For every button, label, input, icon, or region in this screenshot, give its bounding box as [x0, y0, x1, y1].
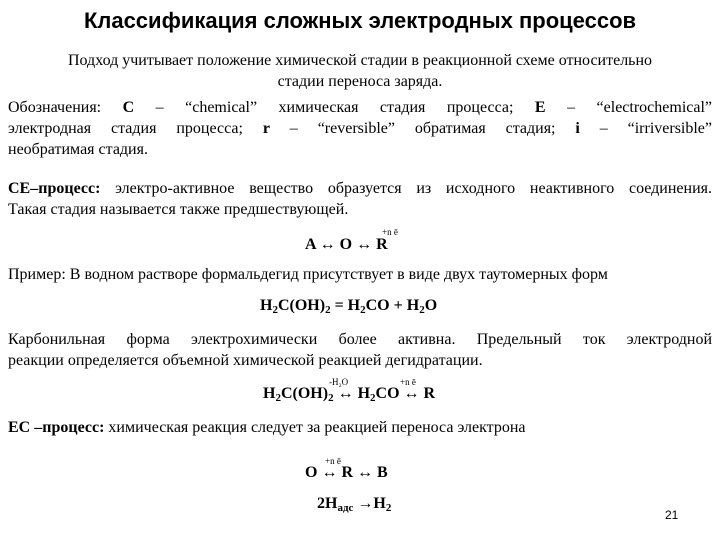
- notation-c-symbol: C: [122, 99, 135, 116]
- notation-line-1: [8, 97, 712, 118]
- equation-hydrogen: [317, 495, 391, 513]
- example-line: Пример: В водном растворе формальдегид присутствует в виде двух таутомерных форм: [8, 266, 608, 283]
- ce-desc: электро-активное вещество образуется из исходного неактивного соединения.: [100, 180, 712, 197]
- intro-line-1: Подход учитывает положение химической стадии в реакционной схеме относительно: [67, 52, 653, 69]
- notation-label: Обозначения:: [8, 99, 102, 116]
- eq2-sub: 2: [360, 304, 366, 316]
- carbonyl-paragraph: [8, 329, 712, 371]
- carbonyl-line-1: Карбонильная форма электрохимически более активна. Предельный ток электродной: [8, 331, 712, 348]
- ce-paragraph: [8, 178, 712, 220]
- notation-e-desc-cont: электродная стадия процесса;: [8, 120, 243, 137]
- eq2-part: C(OH): [277, 297, 326, 314]
- example-paragraph: [8, 264, 712, 285]
- eq5-sub: адс: [337, 502, 354, 514]
- eq2-part: O: [424, 297, 438, 314]
- slide-title: Классификация сложных электродных процессов: [83, 8, 637, 33]
- eq2-sub: 2: [419, 304, 425, 316]
- ce-line-1: [8, 178, 712, 199]
- notation-paragraph: [8, 97, 712, 160]
- eq3-sub: 2: [370, 392, 376, 404]
- equation-dehydration: [263, 385, 435, 403]
- ec-label: EC –процесс:: [8, 419, 105, 436]
- notation-line-3: необратимая стадия.: [8, 141, 148, 158]
- eq3-sub: 2: [328, 392, 334, 404]
- eq3-part: H: [263, 385, 276, 402]
- eq3-part: ↔ H: [333, 385, 371, 402]
- eq2-sub: 2: [325, 304, 331, 316]
- carbonyl-line-2: реакции определяется объемной химической реакцией дегидратации.: [8, 352, 483, 369]
- notation-c-desc: – “chemical” химическая стадия процесса;: [134, 99, 514, 116]
- notation-line-2: [8, 118, 712, 139]
- eq5-part: 2H: [317, 495, 338, 512]
- equation-tautomers: [260, 297, 437, 315]
- eq5-part: →H: [353, 495, 386, 512]
- eq3-part: CO ↔ R: [375, 385, 436, 402]
- notation-i-symbol: i: [575, 120, 580, 137]
- notation-e-symbol: E: [534, 99, 546, 116]
- equation-ec-scheme: O ↔ R ↔ B: [305, 464, 388, 481]
- eq2-part: = H: [330, 297, 361, 314]
- notation-r-desc: – “reversible” обратимая стадия;: [269, 120, 556, 137]
- eq3-over-label-2: +n ē: [400, 377, 416, 387]
- eq4-over-label: +n ē: [325, 456, 341, 466]
- eq3-sub: 2: [275, 392, 281, 404]
- eq3-part: C(OH): [280, 385, 329, 402]
- notation-e-desc: – “electrochemical”: [545, 99, 713, 116]
- ce-label: CE–процесс:: [8, 180, 101, 197]
- eq2-part: H: [260, 297, 273, 314]
- eq5-sub: 2: [385, 502, 392, 514]
- intro-line-2: стадии переноса заряда.: [277, 73, 443, 90]
- notation-i-desc: – “irriversible”: [579, 120, 713, 137]
- eq2-part: CO + H: [365, 297, 420, 314]
- equation-ce-scheme: A ↔ O ↔ R: [305, 236, 388, 253]
- ce-line-2: Такая стадия называется также предшествующей.: [8, 201, 349, 218]
- eq2-sub: 2: [272, 304, 278, 316]
- ec-paragraph: [8, 417, 712, 438]
- page-number: 21: [665, 508, 679, 522]
- ec-line: [8, 417, 712, 438]
- intro-paragraph: [20, 50, 700, 92]
- eq3-over-label-1: -H₂O: [329, 377, 349, 387]
- ec-desc: химическая реакция следует за реакцией переноса электрона: [104, 419, 526, 436]
- notation-r-symbol: r: [262, 120, 270, 137]
- eq1-over-label: +n ē: [382, 227, 398, 237]
